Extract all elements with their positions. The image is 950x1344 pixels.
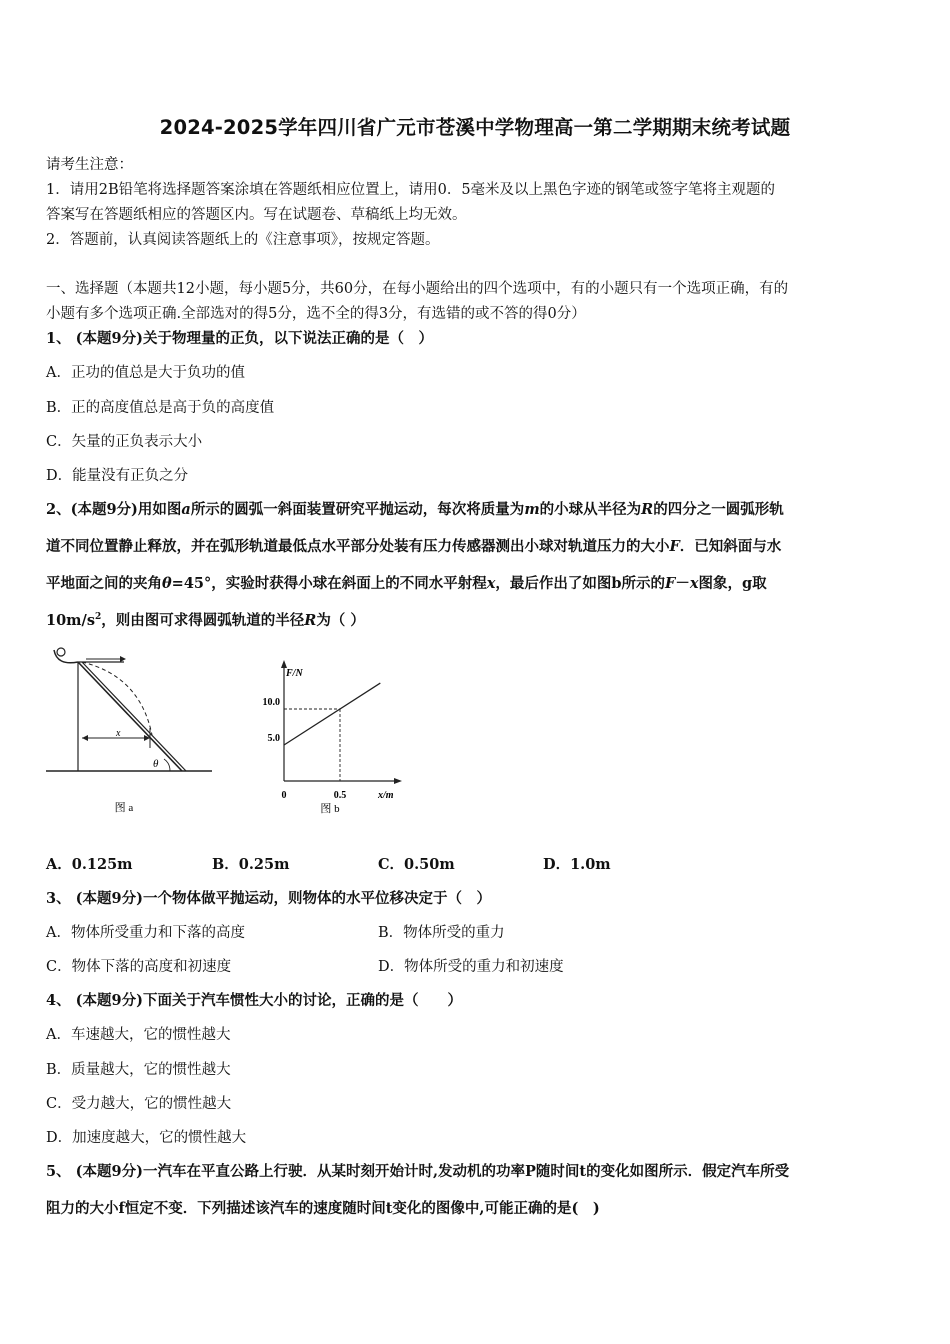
q4-option-c: C．受力越大，它的惯性越大 — [46, 1096, 232, 1112]
q4-stem: 4、 (本题9分)下面关于汽车惯性大小的讨论，正确的是（ ） — [46, 992, 462, 1009]
fig-b-tick-05: 0.5 — [333, 790, 347, 801]
q3-stem: 3、 (本题9分)一个物体做平抛运动，则物体的水平位移决定于（ ） — [46, 890, 491, 907]
q4-option-a: A．车速越大，它的惯性越大 — [46, 1027, 231, 1043]
fig-b-tick-10: 10.0 — [262, 697, 280, 708]
page-title: 2024-2025学年四川省广元市苍溪中学物理高一第二学期期末统考试题 — [159, 116, 791, 139]
q1-option-b: B．正的高度值总是高于负的高度值 — [46, 400, 275, 416]
fig-a-angle-arc — [164, 759, 170, 771]
q1-stem: 1、 (本题9分)关于物理量的正负，以下说法正确的是（ ） — [46, 330, 433, 347]
q3-option-a: A．物体所受重力和下落的高度 — [46, 925, 245, 941]
q1-option-d: D．能量没有正负之分 — [46, 468, 189, 484]
q2-option-a: A．0.125m — [46, 856, 133, 873]
figure-b-chart — [244, 650, 414, 820]
fig-a-ball — [57, 648, 65, 656]
fig-b-x-axis-label: x/m — [378, 790, 394, 801]
section-heading-line-2: 小题有多个选项正确.全部选对的得5分，选不全的得3分，有选错的或不答的得0分） — [46, 306, 586, 322]
q2-stem-line-4: $10m/s^2$，则由图可求得圆弧轨道的半径R为（ ） — [46, 612, 365, 629]
fig-a-range-arrow-left — [82, 735, 88, 741]
fig-b-x-arrow — [394, 778, 402, 784]
fig-b-tick-5: 5.0 — [267, 733, 280, 744]
notice-line-2: 答案写在答题纸相应的答题区内。写在试题卷、草稿纸上均无效。 — [46, 207, 467, 223]
section-heading-line-1: 一、选择题（本题共12小题，每小题5分，共60分，在每小题给出的四个选项中，有的小题只有一个选项正确，有的 — [46, 281, 789, 297]
fig-b-tick-0: 0 — [281, 790, 287, 801]
fig-b-data-line — [284, 683, 380, 745]
fig-a-caption: 图 a — [114, 802, 134, 814]
q3-option-c: C．物体下落的高度和初速度 — [46, 959, 232, 975]
q5-stem-line-1: 5、 (本题9分)一汽车在平直公路上行驶．从某时刻开始计时,发动机的功率P随时间t的变化如图所示．假定汽车所受 — [46, 1163, 790, 1180]
q2-stem-line-2: 道不同位置静止释放，并在弧形轨道最低点水平部分处装有压力传感器测出小球对轨道压力的大小F．已知斜面与水 — [46, 538, 782, 555]
q2-option-d: D．1.0m — [543, 856, 611, 873]
notice-heading: 请考生注意： — [46, 157, 133, 173]
q3-option-d: D．物体所受的重力和初速度 — [378, 959, 564, 975]
q1-option-c: C．矢量的正负表示大小 — [46, 434, 203, 450]
figure-a — [44, 640, 214, 820]
q2-stem-line-3: 平地面之间的夹角θ=45°，实验时获得小球在斜面上的不同水平射程x，最后作出了如图b所示的F－x图象，g取 — [46, 575, 767, 592]
fig-b-y-arrow — [281, 660, 287, 668]
fig-a-theta-label: θ — [153, 758, 159, 770]
q5-stem-line-2: 阻力的大小f恒定不变．下列描述该汽车的速度随时间t变化的图像中,可能正确的是( ) — [46, 1200, 600, 1217]
fig-a-x-label: x — [116, 728, 121, 739]
q4-option-b: B．质量越大，它的惯性越大 — [46, 1062, 231, 1078]
q2-option-c: C．0.50m — [378, 856, 455, 873]
q3-option-b: B．物体所受的重力 — [378, 925, 505, 941]
fig-b-caption: 图 b — [320, 803, 340, 815]
fig-a-incline-1 — [78, 662, 182, 771]
q4-option-d: D．加速度越大，它的惯性越大 — [46, 1130, 247, 1146]
fig-a-arrow-head — [120, 656, 126, 662]
notice-line-3: 2．答题前，认真阅读答题纸上的《注意事项》，按规定答题。 — [46, 232, 440, 248]
q1-option-a: A．正功的值总是大于负功的值 — [46, 365, 245, 381]
q2-stem-line-1: 2、(本题9分)用如图a所示的圆弧一斜面装置研究平抛运动，每次将质量为m的小球从半径为R的四分之一圆弧形轨 — [46, 501, 784, 518]
q2-option-b: B．0.25m — [212, 856, 290, 873]
notice-line-1: 1．请用2B铅笔将选择题答案涂填在答题纸相应位置上，请用0．5毫米及以上黑色字迹的钢笔或签字笔将主观题的 — [46, 182, 776, 198]
fig-a-incline-2 — [82, 662, 186, 771]
fig-b-y-axis-label: F/N — [286, 668, 303, 679]
